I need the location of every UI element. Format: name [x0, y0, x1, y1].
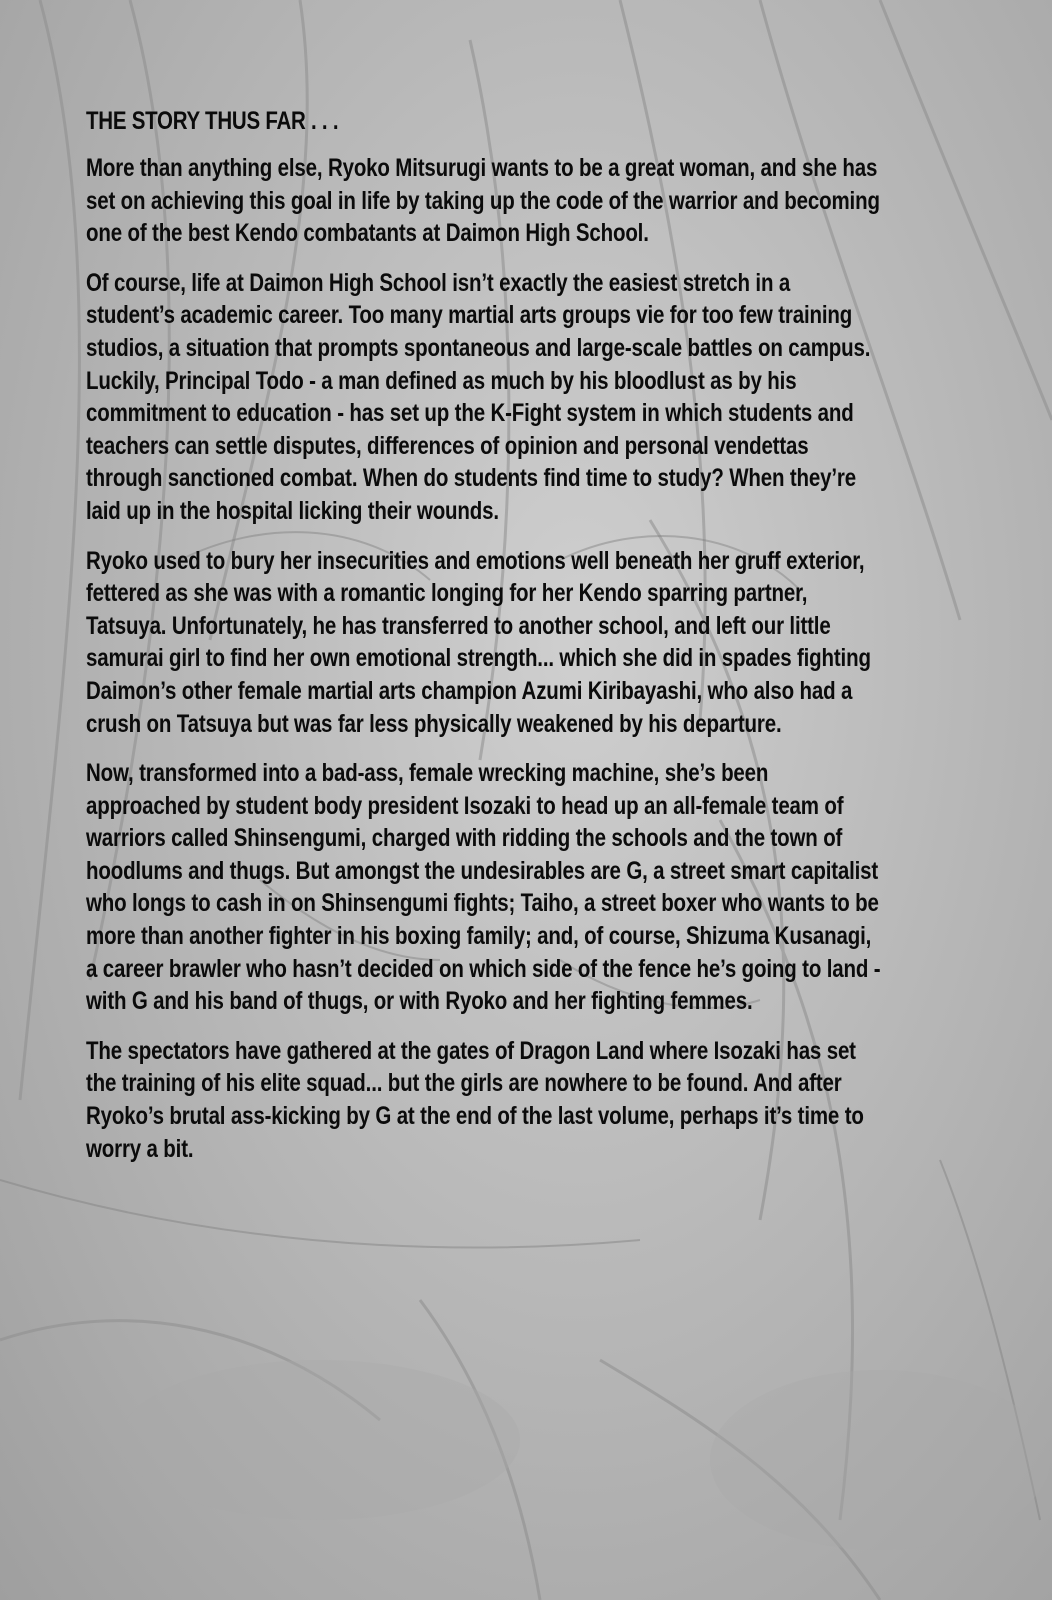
story-paragraph: More than anything else, Ryoko Mitsurugi wants to be a great woman, and she has set on achieving this goal in life by taking up the code of the warrior and becoming one of the best Kendo combatants at Daimon High School.	[86, 154, 880, 248]
story-paragraph: Of course, life at Daimon High School isn’t exactly the easiest stretch in a student’s academic career. Too many martial arts groups vie for too few training studios, a situation that prompts spontaneous and large-scale battles on campus. Luckily, Principal Todo - a man defined as much by his bloodlust as by his commitment to education - has set up the K-Fight system in which students and teachers can settle disputes, differences of opinion and personal vendettas through sanctioned combat. When do students find time to study? When they’re laid up in the hospital licking their wounds.	[86, 268, 871, 525]
story-paragraph: Ryoko used to bury her insecurities and emotions well beneath her gruff exterior, fettered as she was with a romantic longing for her Kendo sparring partner, Tatsuya. Unfortunately, he has transferred to another school, and left our little samurai girl to find her own emotional strength... which she did in spades fighting Daimon’s other female martial arts champion Azumi Kiribayashi, who also had a crush on Tatsuya but was far less physically weakened by his departure.	[86, 546, 871, 738]
story-heading: THE STORY THUS FAR . . .	[86, 107, 339, 135]
story-paragraph: The spectators have gathered at the gates of Dragon Land where Isozaki has set the training of his elite squad... but the girls are nowhere to be found. And after Ryoko’s brutal ass-kicking by G at the end of the last volume, perhaps it’s time to worry a bit.	[86, 1036, 864, 1163]
story-paragraph: Now, transformed into a bad-ass, female wrecking machine, she’s been approached by student body president Isozaki to head up an all-female team of warriors called Shinsengumi, charged with ridding the schools and the town of hoodlums and thugs. But amongst the undesirables are G, a street smart capitalist who longs to cash in on Shinsengumi fights; Taiho, a street boxer who wants to be more than another fighter in his boxing family; and, of course, Shizuma Kusanagi, a career brawler who hasn’t decided on which side of the fence he’s going to land - with G and his band of thugs, or with Ryoko and her fighting femmes.	[86, 759, 881, 1016]
story-text-block	[86, 104, 976, 1182]
